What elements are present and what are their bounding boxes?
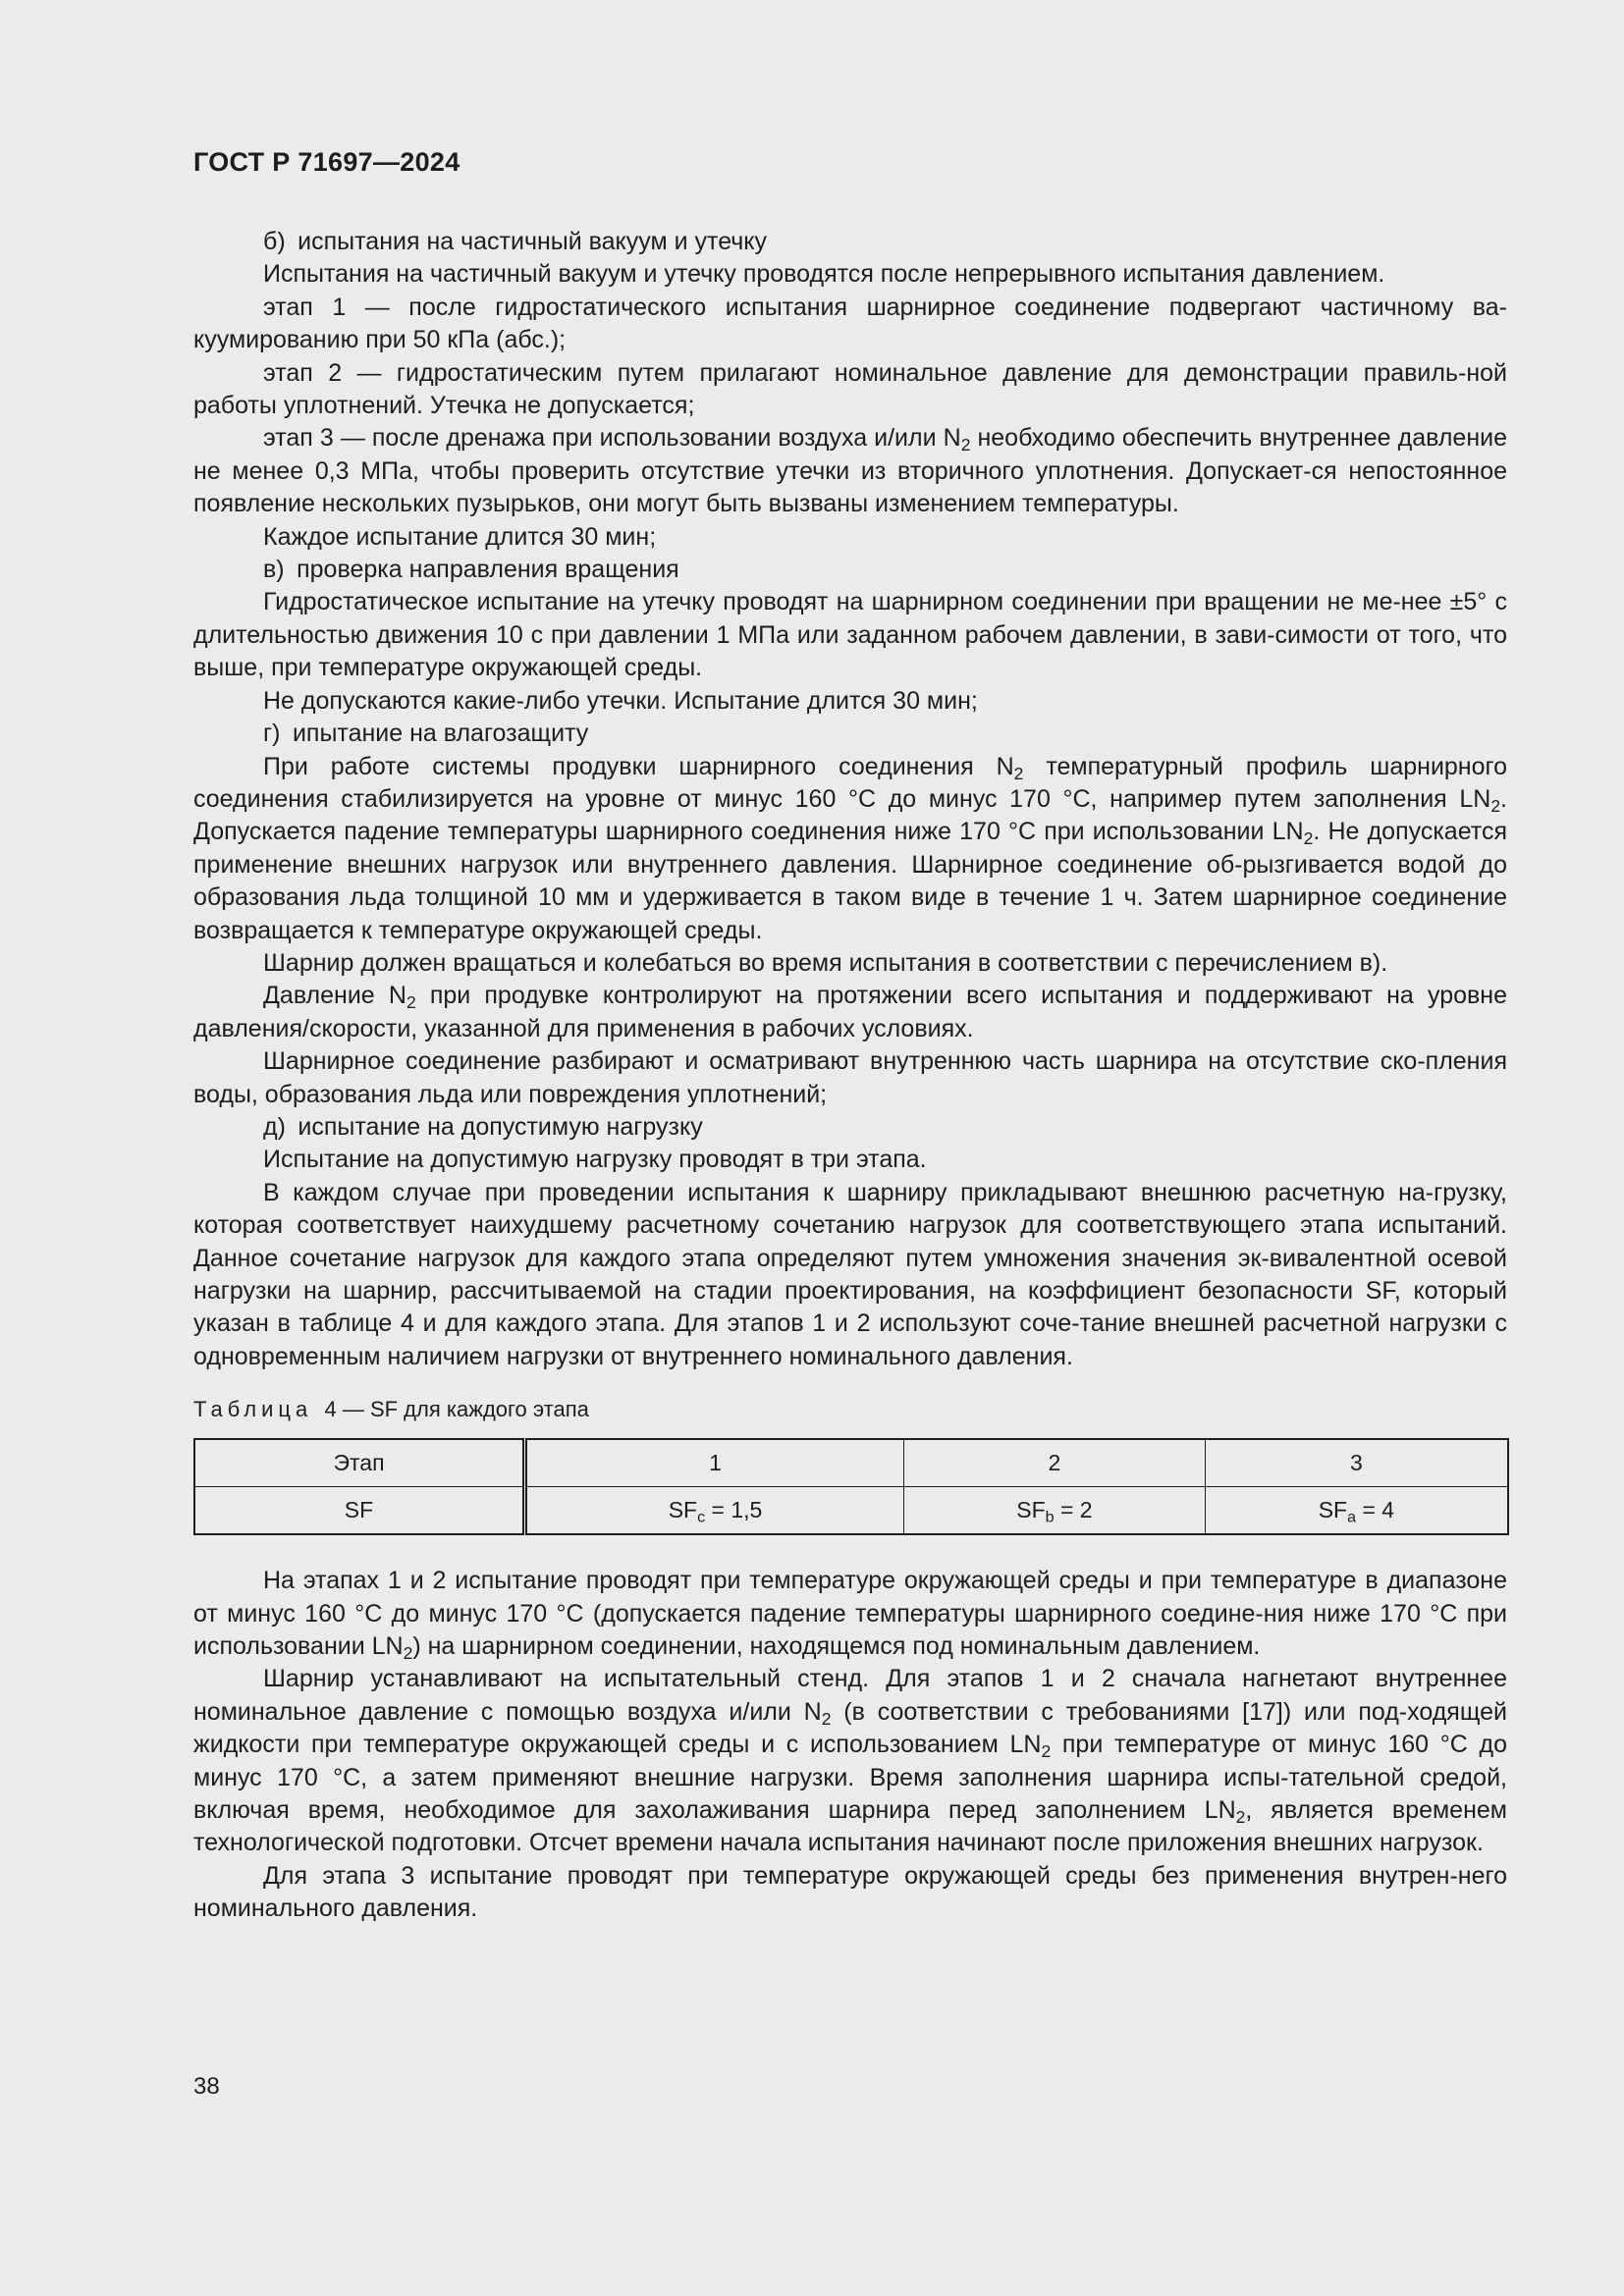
text-run: Шарнирное соединение разбирают и осматривают внутреннюю часть шарнира на отсутствие ско-пления воды, образования льда или повреждения уплотнений; xyxy=(193,1047,1507,1108)
table-header-cell: Этап xyxy=(194,1439,525,1487)
text-run: . Не допускается применение внешних нагрузок или внутреннего давления. Шарнирное соединение об-рызгивается водой до образования льда толщиной 10 мм и удерживается в таком виде в течение 1 ч. Затем шарнирное соединение возвращается к температуре окружающей среды. xyxy=(193,818,1507,944)
page-number: 38 xyxy=(193,2073,220,2100)
text-run: , является временем технологической подготовки. Отсчет времени начала испытания начинают после приложения внешних нагрузок. xyxy=(193,1796,1507,1857)
cell-base: SF xyxy=(1318,1497,1348,1523)
text-run: б) испытания на частичный вакуум и утечку xyxy=(263,228,768,255)
text-run: В каждом случае при проведении испытания к шарниру прикладывают внешнюю расчетную на-грузку, которая соответствует наихудшему расчетному сочетанию нагрузок для соответствующего этапа испытаний. Данное сочетание нагрузок для каждого этапа определяют путем умножения значения эк-вивалентной осевой нагрузки на шарнир, рассчитываемой на стадии проектирования, на коэффициент безопасности SF, который указан в таблице 4 и для каждого этапа. Для этапов 1 и 2 используют соче-тание внешней расчетной нагрузки с одновременным наличием нагрузки от внутреннего номинального давления. xyxy=(193,1178,1507,1370)
subscript: 2 xyxy=(1041,1741,1052,1762)
text-run: при продувке контролируют на протяжении всего испытания и поддерживают на уровне давления/скорости, указанной для применения в рабочих условиях. xyxy=(193,982,1507,1042)
subscript: 2 xyxy=(1303,828,1314,849)
cell-base: SF xyxy=(668,1497,698,1523)
paragraph xyxy=(193,751,1507,947)
paragraph xyxy=(193,980,1507,1045)
paragraph xyxy=(193,685,1507,718)
paragraph xyxy=(193,521,1507,554)
paragraph xyxy=(193,1045,1507,1111)
subscript: 2 xyxy=(1490,795,1501,816)
text-run: Шарнир должен вращаться и колебаться во время испытания в соответствии с перечислением в). xyxy=(263,948,1388,977)
text-run: этап 2 — гидростатическим путем прилагают номинальное давление для демонстрации правиль-ной работы уплотнений. Утечка не допускается; xyxy=(193,358,1507,420)
text-run: . Допускается падение температуры шарнирного соединения ниже 170 °С при использовании LN xyxy=(193,784,1507,846)
paragraph xyxy=(193,258,1507,291)
paragraph xyxy=(193,586,1507,684)
paragraph xyxy=(193,1860,1507,1926)
cell-rest: = 2 xyxy=(1054,1497,1093,1523)
sf-table xyxy=(193,1438,1509,1535)
cell-base: SF xyxy=(1016,1497,1046,1523)
text-run: Давление N xyxy=(263,982,406,1010)
table-cell xyxy=(1205,1487,1508,1535)
text-run: (в соответствии с требованиями [17]) или под-ходящей жидкости при температуре окружающей среды и с использованием LN xyxy=(193,1697,1507,1759)
subscript: 2 xyxy=(406,992,416,1013)
subscript: 2 xyxy=(960,435,971,455)
paragraph xyxy=(193,357,1507,423)
text-run: При работе системы продувки шарнирного соединения N xyxy=(263,752,1014,780)
text-run: этап 1 — после гидростатического испытания шарнирное соединение подвергают частичному ва-куумированию при 50 кПа (абс.); xyxy=(193,293,1507,354)
table-caption-text: 4 — SF для каждого этапа xyxy=(324,1397,589,1422)
cell-rest: = 1,5 xyxy=(705,1497,763,1523)
subscript: 2 xyxy=(821,1708,832,1729)
text-run: Шарнир устанавливают на испытательный стенд. Для этапов 1 и 2 сначала нагнетают внутреннее номинальное давление с помощью воздуха и/или N xyxy=(193,1665,1507,1726)
text-run: На этапах 1 и 2 испытание проводят при температуре окружающей среды и при температуре в диапазоне от минус 160 °С до минус 170 °С (допускается падение температуры шарнирного соедине-ния ниже 170 °С при использовании LN xyxy=(193,1567,1507,1661)
table-header-cell: 3 xyxy=(1205,1439,1508,1487)
text-run: Не допускаются какие-либо утечки. Испытание длится 30 мин; xyxy=(263,686,978,715)
cell-sub: b xyxy=(1045,1508,1055,1526)
text-run: Каждое испытание длится 30 мин; xyxy=(263,522,657,551)
subscript: 2 xyxy=(1013,763,1024,783)
text-run: этап 3 — после дренажа при использовании воздуха и/или N xyxy=(263,424,961,453)
text-run: температурный профиль шарнирного соединения стабилизируется на уровне от минус 160 °С до минус 170 °С, например путем заполнения LN xyxy=(193,752,1507,813)
subscript: 2 xyxy=(1235,1806,1246,1827)
text-run: при температуре от минус 160 °С до минус 170 °С, а затем применяют внешние нагрузки. Время заполнения шарнира испы-тательной средой, включая время, необходимое для захолаживания шарнира перед заполнением LN xyxy=(193,1731,1508,1825)
document-header: ГОСТ Р 71697—2024 xyxy=(193,147,460,177)
text-run: Испытание на допустимую нагрузку проводят в три этапа. xyxy=(263,1146,927,1174)
paragraph xyxy=(193,422,1507,520)
cell-rest: = 4 xyxy=(1356,1497,1395,1523)
paragraph xyxy=(193,1663,1507,1859)
paragraph xyxy=(193,1111,1507,1144)
table-header-cell: 2 xyxy=(904,1439,1206,1487)
paragraph xyxy=(193,1565,1507,1663)
paragraphs-top xyxy=(193,226,1507,1373)
document-body xyxy=(193,226,1507,1926)
paragraph xyxy=(193,226,1507,258)
table-cell xyxy=(525,1487,904,1535)
text-run: Гидростатическое испытание на утечку проводят на шарнирном соединении при вращении не ме-нее ±5° с длительностью движения 10 с при давлении 1 МПа или заданном рабочем давлении, в зави-симости от того, что выше, при температуре окружающей среды. xyxy=(193,588,1507,682)
text-run: Испытания на частичный вакуум и утечку проводятся после непрерывного испытания давлением. xyxy=(263,260,1385,289)
text-run: ) на шарнирном соединении, находящемся под номинальным давлением. xyxy=(412,1632,1261,1661)
table-caption xyxy=(193,1395,1507,1424)
text-run: в) проверка направления вращения xyxy=(263,556,679,584)
text-run: необходимо обеспечить внутреннее давление не менее 0,3 МПа, чтобы проверить отсутствие утечки из вторичного уплотнения. Допускает-ся непостоянное появление нескольких пузырьков, они могут быть вызваны изменением температуры. xyxy=(193,424,1507,518)
table-cell xyxy=(904,1487,1206,1535)
paragraph xyxy=(193,947,1507,980)
paragraph xyxy=(193,554,1507,586)
subscript: 2 xyxy=(403,1642,413,1663)
text-run: д) испытание на допустимую нагрузку xyxy=(263,1112,703,1141)
text-run: г) ипытание на влагозащиту xyxy=(263,720,589,748)
table-row xyxy=(194,1487,1508,1535)
text-run: Для этапа 3 испытание проводят при температуре окружающей среды без применения внутрен-него номинального давления. xyxy=(193,1861,1507,1923)
cell-sub: a xyxy=(1347,1508,1357,1526)
paragraphs-bottom xyxy=(193,1565,1507,1925)
table-row-label: SF xyxy=(194,1487,525,1535)
table-header-row xyxy=(194,1439,1508,1487)
table-header-cell: 1 xyxy=(525,1439,904,1487)
table-caption-label: Таблица xyxy=(193,1397,313,1422)
paragraph xyxy=(193,292,1507,357)
cell-sub: c xyxy=(697,1508,706,1526)
paragraph xyxy=(193,718,1507,750)
paragraph xyxy=(193,1144,1507,1176)
paragraph xyxy=(193,1177,1507,1373)
